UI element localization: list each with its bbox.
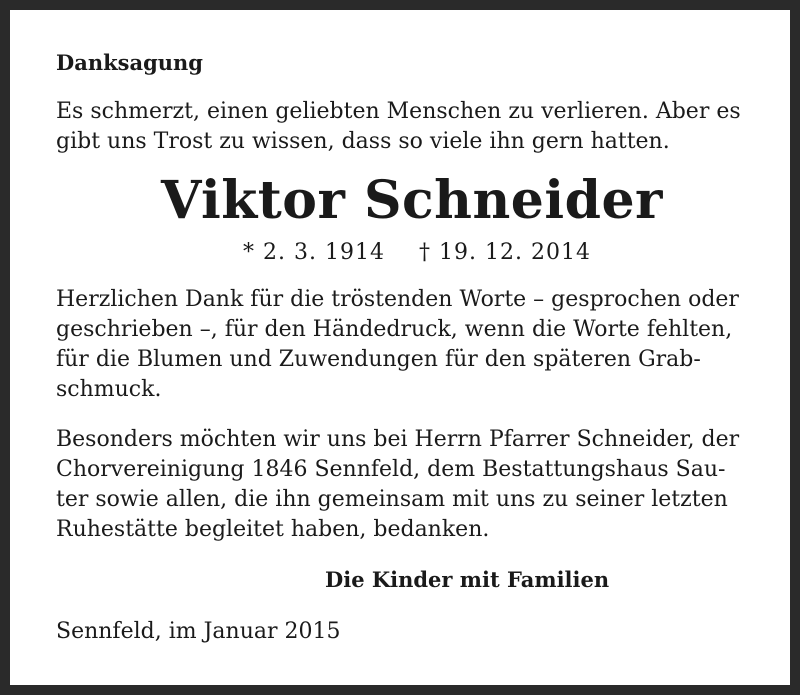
deceased-name: Viktor Schneider <box>161 170 663 231</box>
life-dates <box>56 239 768 267</box>
intro-paragraph <box>56 97 768 157</box>
intro-line: gibt uns Trost zu wissen, dass so viele ihn gern hatten. <box>56 129 670 154</box>
signature: Die Kinder mit Familien <box>325 567 610 592</box>
special-thanks-paragraph <box>56 425 768 545</box>
birth-date: * 2. 3. 1914 <box>243 240 385 265</box>
special-thanks-line: Besonders möchten wir uns bei Herrn Pfarrer Schneider, der <box>56 427 740 452</box>
thanks-line: schmuck. <box>56 377 162 402</box>
thanks-paragraph <box>56 285 768 405</box>
thanks-line: für die Blumen und Zuwendungen für den späteren Grab- <box>56 347 701 372</box>
death-date: † 19. 12. 2014 <box>419 240 591 265</box>
place-and-date: Sennfeld, im Januar 2015 <box>56 619 341 644</box>
notice-heading: Danksagung <box>56 50 203 75</box>
special-thanks-line: Chorvereinigung 1846 Sennfeld, dem Bestattungshaus Sau- <box>56 457 726 482</box>
thanks-line: geschrieben –, für den Händedruck, wenn die Worte fehlten, <box>56 317 733 342</box>
thanks-line: Herzlichen Dank für die tröstenden Worte – gesprochen oder <box>56 287 739 312</box>
special-thanks-line: ter sowie allen, die ihn gemeinsam mit uns zu seiner letzten <box>56 487 728 512</box>
intro-line: Es schmerzt, einen geliebten Menschen zu verlieren. Aber es <box>56 99 741 124</box>
notice-content <box>56 50 768 646</box>
special-thanks-line: Ruhestätte begleitet haben, bedanken. <box>56 517 490 542</box>
